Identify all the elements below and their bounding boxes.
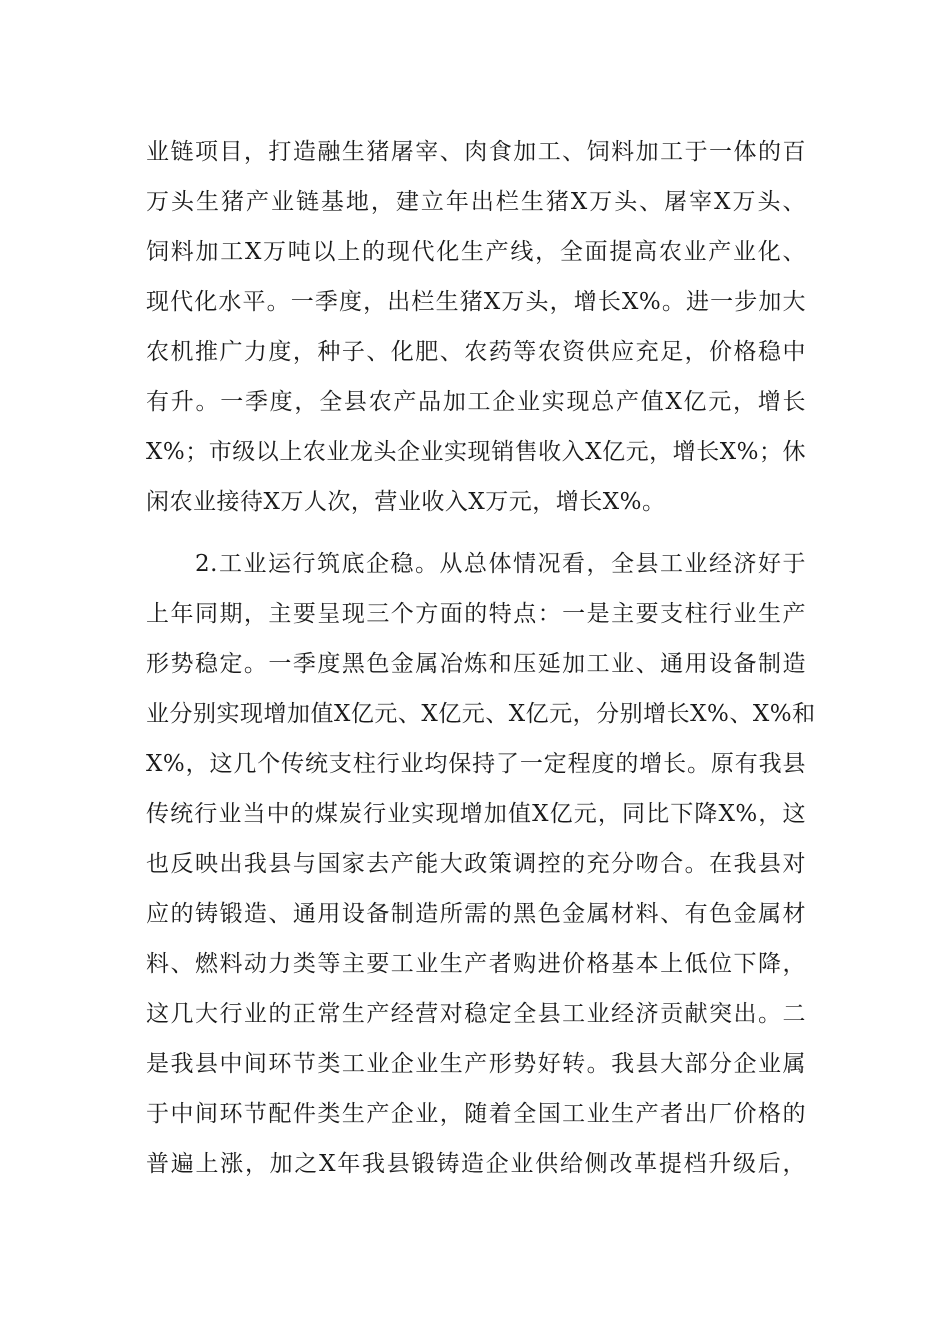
text-line: 饲料加工X万吨以上的现代化生产线，全面提高农业产业化、 [146,239,806,265]
text-line: 有升。一季度，全县农产品加工企业实现总产值X亿元，增长 [146,389,806,415]
text-line: 业分别实现增加值X亿元、X亿元、X亿元，分别增长X%、X%和 [146,701,816,727]
text-line: 万头生猪产业链基地，建立年出栏生猪X万头、屠宰X万头、 [146,189,806,215]
text-line: 应的铸锻造、通用设备制造所需的黑色金属材料、有色金属材 [146,901,806,927]
text-line: 形势稳定。一季度黑色金属冶炼和压延加工业、通用设备制造 [146,651,806,677]
text-line: 料、燃料动力类等主要工业生产者购进价格基本上低位下降， [146,951,806,977]
paragraph-agriculture [146,127,806,527]
text-line: 2.工业运行筑底企稳。从总体情况看，全县工业经济好于 [146,551,806,577]
text-line: 闲农业接待X万人次，营业收入X万元，增长X%。 [146,489,666,515]
text-line: 传统行业当中的煤炭行业实现增加值X亿元，同比下降X%，这 [146,801,806,827]
text-line: 业链项目，打造融生猪屠宰、肉食加工、饲料加工于一体的百 [146,139,806,165]
text-line: 上年同期，主要呈现三个方面的特点：一是主要支柱行业生产 [146,601,806,627]
paragraph-industry [146,539,816,1189]
text-line: 农机推广力度，种子、化肥、农药等农资供应充足，价格稳中 [146,339,806,365]
text-line: 现代化水平。一季度，出栏生猪X万头，增长X%。进一步加大 [146,289,806,315]
text-line: 于中间环节配件类生产企业，随着全国工业生产者出厂价格的 [146,1101,806,1127]
text-line: 这几大行业的正常生产经营对稳定全县工业经济贡献突出。二 [146,1001,806,1027]
text-line: X%；市级以上农业龙头企业实现销售收入X亿元，增长X%；休 [146,439,806,465]
text-line: 也反映出我县与国家去产能大政策调控的充分吻合。在我县对 [146,851,806,877]
text-line: X%，这几个传统支柱行业均保持了一定程度的增长。原有我县 [146,751,806,777]
text-line: 是我县中间环节类工业企业生产形势好转。我县大部分企业属 [146,1051,806,1077]
text-line: 普遍上涨，加之X年我县锻铸造企业供给侧改革提档升级后， [146,1151,806,1177]
